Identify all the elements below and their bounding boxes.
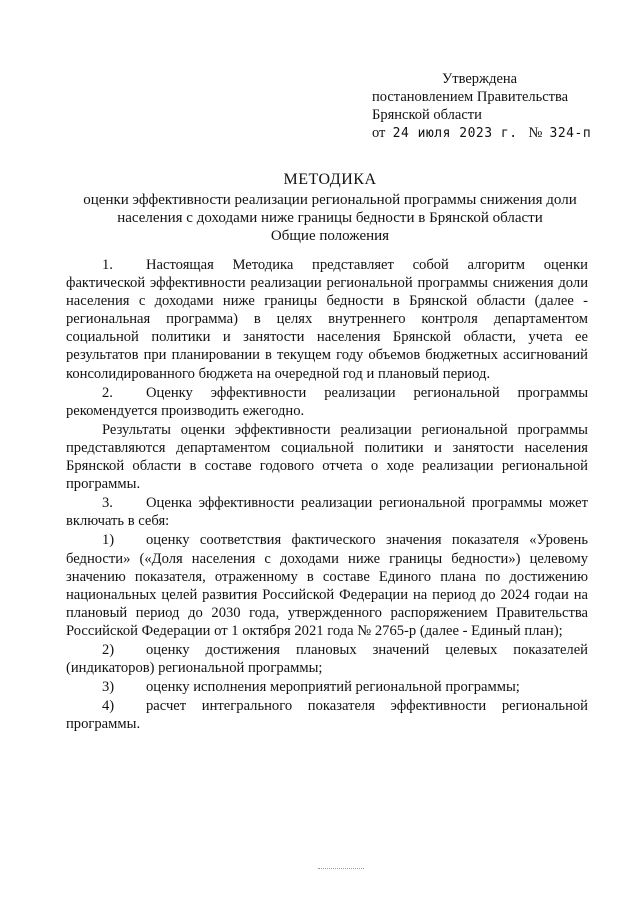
list-item-1 — [66, 531, 588, 640]
paragraph-3 — [66, 494, 588, 530]
list-item-number: 1) — [102, 532, 115, 549]
paragraph-text: Оценка эффективности реализации региональной программы может включать в себя: — [66, 495, 588, 530]
paragraph-number: 2. — [102, 384, 113, 401]
section-heading: Общие положения — [270, 228, 390, 244]
approval-number: 324-п — [549, 126, 592, 141]
approval-date: 24 июля 2023 г. — [392, 126, 518, 141]
approval-line-resolution: постановлением Правительства — [372, 89, 569, 105]
document-title: МЕТОДИКА — [283, 171, 377, 188]
scan-artifact-mark — [318, 868, 364, 870]
document-subtitle-line-2: населения с доходами ниже границы бедности в Брянской области — [117, 210, 543, 226]
list-item-text: оценку достижения плановых значений целевых показателей (индикаторов) региональной программы; — [66, 641, 588, 677]
approval-stamp — [372, 70, 591, 143]
date-prefix: от — [372, 125, 386, 141]
list-item-number: 2) — [102, 641, 115, 658]
list-item-text: оценку соответствия фактического значения показателя «Уровень бедности» («Доля населения с доходами ниже границы бедности») целевому значению показателя, отраженному в составе Единого плана по достижению национальных целей развития Российской Федерации на период до 2024 годаи на плановый период до 2030 года, утвержденного распоряжением Правительства Российской Федерации от 1 октября 2021 года № 2765-р (далее - Единый план); — [66, 532, 588, 639]
paragraph-text: Настоящая Методика представляет собой алгоритм оценки фактической эффективности реализации региональной программы снижения доли населения с доходами ниже границы бедности в Брянской области (далее - региональная программа) в целях внутреннего контроля департаментом социальной политики и занятости населения Брянской области, учета ее результатов при планировании в текущем году объемов бюджетных ассигнований консолидированного бюджета на очередной год и плановый период. — [66, 257, 588, 382]
number-prefix: № — [528, 125, 543, 141]
list-item-text: оценку исполнения мероприятий региональной программы; — [146, 679, 520, 696]
paragraph-text: Оценку эффективности реализации региональной программы рекомендуется производить ежегодно. — [66, 384, 588, 419]
list-item-3 — [66, 678, 588, 696]
list-item-number: 3) — [102, 679, 115, 696]
paragraph-number: 1. — [102, 257, 113, 273]
list-item-2 — [66, 641, 588, 677]
document-subtitle-line-1: оценки эффективности реализации региональной программы снижения доли — [83, 192, 577, 208]
document-title-block — [60, 171, 600, 245]
paragraph-number: 3. — [102, 495, 113, 512]
list-item-number: 4) — [102, 698, 115, 715]
document-body — [66, 256, 588, 733]
paragraph-text: Результаты оценки эффективности реализации региональной программы представляются департаментом социальной политики и занятости населения Брянской области в составе годового отчета о ходе реализации региональной программы. — [66, 421, 588, 493]
paragraph-2-results — [66, 421, 588, 493]
list-item-4 — [66, 697, 588, 733]
approval-line-approved: Утверждена — [442, 71, 518, 87]
paragraph-2 — [66, 384, 588, 420]
list-item-text: расчет интегрального показателя эффективности региональной программы. — [66, 698, 588, 733]
approval-line-date-number — [372, 124, 591, 143]
approval-line-region: Брянской области — [372, 107, 482, 123]
paragraph-1 — [66, 256, 588, 383]
